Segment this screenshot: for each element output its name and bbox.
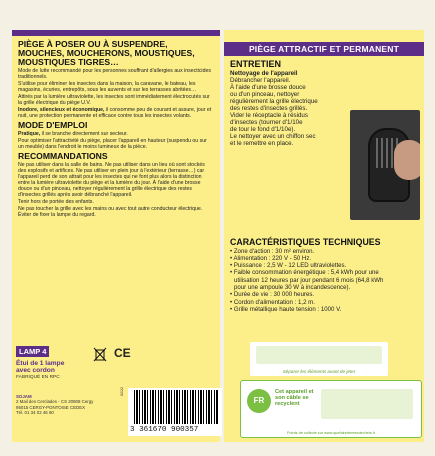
reco-title: RECOMMANDATIONS [18,151,108,162]
reco-text-2: Tenir hors de portée des enfants. [18,199,94,206]
reco-text: Ne pas utiliser dans la salle de bains. Ne pas utiliser dans un lieu où sont stockés des explosifs et artifices. Ne pas utiliser en plein jour à l'extérieur (terrasse…) car l'appareil perd de son attrait pour les insectes qui ne font plus alors la distinction entre la lumière ultraviolette du piège et la lumière du jour. À l'aide d'une brosse douce ou d'un pinceau, nettoyer régulièrement la grille électrique des restes d'insectes grillés après avoir débranché l'appareil. [18,161,205,199]
recycle-footer: Points de collecte sur www.quefairedemesdechets.fr [286,431,375,435]
carac-item-1: • Zone d'action : 30 m² environ. [230,247,315,255]
barcode-number: 3 361670 900357 [130,426,199,434]
entretien-line-7: d'insectes (tourner d'1/10e [230,119,303,127]
heading-line-2: MOUCHES, MOUCHERONS, MOUSTIQUES, [18,48,195,59]
product-name-line-1: Étui de 1 lampe [16,360,65,367]
entretien-line-4: régulièrement la grille électrique [230,97,318,105]
heading-line-3: MOUSTIQUES TIGRES… [18,57,119,68]
barcode-bars [134,390,218,424]
carac-item-9: • Grille métallique haute tension : 1000 V. [230,305,342,313]
entretien-line-10: et le remettre en place. [230,140,294,148]
company-address [16,394,93,416]
entretien-line-1: Débrancher l'appareil. [230,76,291,84]
mode-paragraph [18,131,214,137]
product-name-line-2: avec cordon [16,367,55,375]
address-line-2: 95015 CERGY-PONTOISE CEDEX [16,404,86,410]
carac-item-7: • Durée de vie : 30 000 heures. [230,291,315,299]
ce-mark: CE [114,346,131,360]
phone: Tél. 01 34 02 46 60 [16,410,54,416]
sorting-icons [256,346,382,364]
fr-badge: FR [247,389,271,413]
barcode [128,388,222,436]
carac-item-2: • Alimentation : 220 V - 50 Hz. [230,254,312,262]
left-content [18,40,214,219]
carac-title: CARACTÉRISTIQUES TECHNIQUES [230,237,381,247]
entretien-line-6: Vider le réceptacle à résidus [230,112,308,120]
company-name: SOJAM [16,394,32,399]
lot-code: 02/22 [120,387,124,396]
recycle-text: Cet appareil et son câble se recyclent [275,389,314,407]
address-line-1: 2 Mail des Cerclades - CS 20808 Cergy [16,399,94,405]
intro-1: Mode de lutte recommandé pour les personnes souffrant d'allergies aux insecticides traditionnels. [18,67,211,80]
mode-text: Pour optimiser l'attractivité du piège, placer l'appareil en hauteur (suspendu ou sur un meuble) dans l'endroit le moins lumineux de la pièce. [18,137,207,151]
inodore-paragraph [18,107,214,119]
carac-item-5: utilisation 12 heures par jour pendant 6 mois (64,8 kWh [234,276,384,284]
mode-rest: il se branche directement sur secteur. [40,130,128,137]
carac-item-8: • Cordon d'alimentation : 1,2 m. [230,298,315,306]
product-code-tag: LAMP 4 [16,346,49,357]
inodore-rest: il consomme peu de courant et assure, jour et nuit, une protection permanente et efficace contre tous les insectes volants. [18,107,212,120]
intro-2: S'utilise pour éliminer les insectes dans la maison, la caravane, le bateau, les magasins, écuries, entrepôts, sous les auvents et sur les terrasses abritées… [18,80,197,93]
entretien-line-2: À l'aide d'une brosse douce [230,83,306,91]
entretien-subtitle: Nettoyage de l'appareil [230,69,298,77]
carac-item-3: • Puissance : 2,5 W - 12 LED ultraviolettes. [230,262,347,270]
product-name [16,360,64,382]
sorting-info-box [250,342,388,376]
fabrique-label: FABRIQUÉ EN RPC [16,375,60,381]
hand-brush [394,140,420,180]
sorting-caption: Séparer les éléments avant de jeter [282,369,356,374]
left-top-bar [12,30,220,36]
carac-item-6: pour une ampoule 30 W à incandescence). [234,283,351,291]
carac-section [230,238,418,313]
crossed-bin-icon [92,346,108,362]
heading-line-1: PIÈGE À POSER OU À SUSPENDRE, [18,39,168,49]
entretien-line-5: des restes d'insectes grillés. [230,104,308,112]
recycle-box [240,380,422,438]
recycle-icons [321,389,413,419]
reco-text-3: Ne pas toucher la grille avec les mains ou avec tout autre conducteur électrique. Éviter de fixer la lampe du regard. [18,206,203,219]
entretien-section [230,60,344,148]
entretien-line-8: de tour le fond d'1/10e). [230,126,296,134]
intro-3: Attirés par la lumière ultraviolette, les insectes sont immédiatement électrocutés sur la grille électrique du piège U.V. [18,93,210,107]
carac-item-4: • Faible consommation énergétique : 5,4 kWh pour une [230,269,379,277]
entretien-line-3: ou d'un pinceau, nettoyer [230,90,300,98]
product-photo [350,110,420,220]
entretien-line-9: Le nettoyer avec un chiffon sec [230,133,316,141]
left-info-panel [12,30,220,442]
entretien-title: ENTRETIEN [230,59,282,69]
mode-bold: Pratique, [18,130,41,137]
right-header: PIÈGE ATTRACTIF ET PERMANENT [224,42,424,56]
inodore-bold: Inodore, silencieux et économique, [18,107,105,114]
mode-title: MODE D'EMPLOI [18,120,88,131]
